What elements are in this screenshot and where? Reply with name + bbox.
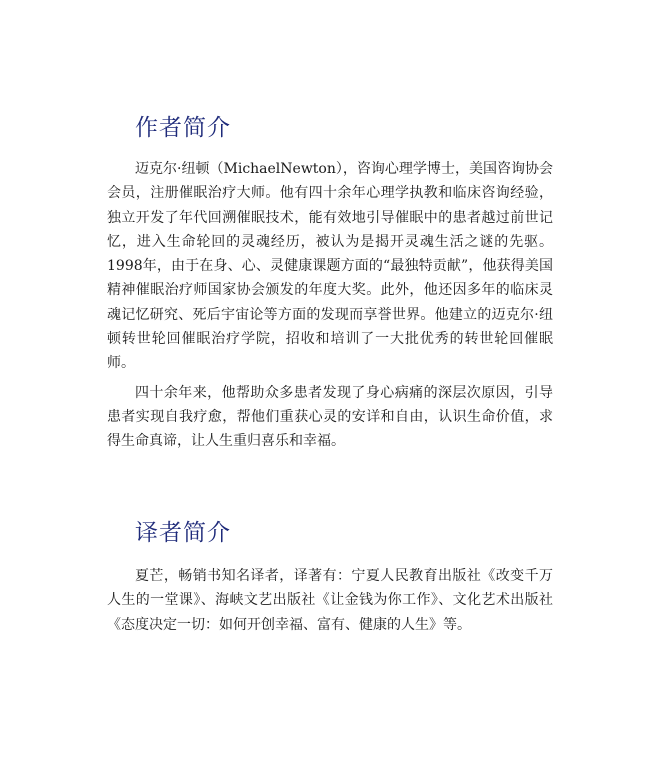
translator-section-title: 译者简介 xyxy=(135,520,231,546)
translator-section-body xyxy=(107,564,553,637)
author-bio-paragraph: 迈克尔·纽顿（MichaelNewton），咨询心理学博士，美国咨询协会会员，注册催眠治疗大师。他有四十余年心理学执教和临床咨询经验，独立开发了年代回溯催眠技术，能有效地引导催眠中的患者越过前世记忆，进入生命轮回的灵魂经历，被认为是揭开灵魂生活之谜的先驱。1998年，由于在身、心、灵健康课题方面的“最独特贡献”，他获得美国精神催眠治疗师国家协会颁发的年度大奖。此外，他还因多年的临床灵魂记忆研究、死后宇宙论等方面的发现而享誉世界。他建立的迈克尔·纽顿转世轮回催眠治疗学院，招收和培训了一大批优秀的转世轮回催眠师。 xyxy=(107,161,553,372)
author-bio-paragraph: 四十余年来，他帮助众多患者发现了身心病痛的深层次原因，引导患者实现自我疗愈，帮他们重获心灵的安详和自由，认识生命价值，求得生命真谛，让人生重归喜乐和幸福。 xyxy=(107,384,553,450)
translator-bio-paragraph: 夏芒，畅销书知名译者，译著有：宁夏人民教育出版社《改变千万人生的一堂课》、海峡文艺出版社《让金钱为你工作》、文化艺术出版社《态度决定一切：如何开创幸福、富有、健康的人生》等。 xyxy=(107,568,553,633)
author-section-title: 作者简介 xyxy=(135,115,231,141)
author-section-body xyxy=(107,157,553,454)
